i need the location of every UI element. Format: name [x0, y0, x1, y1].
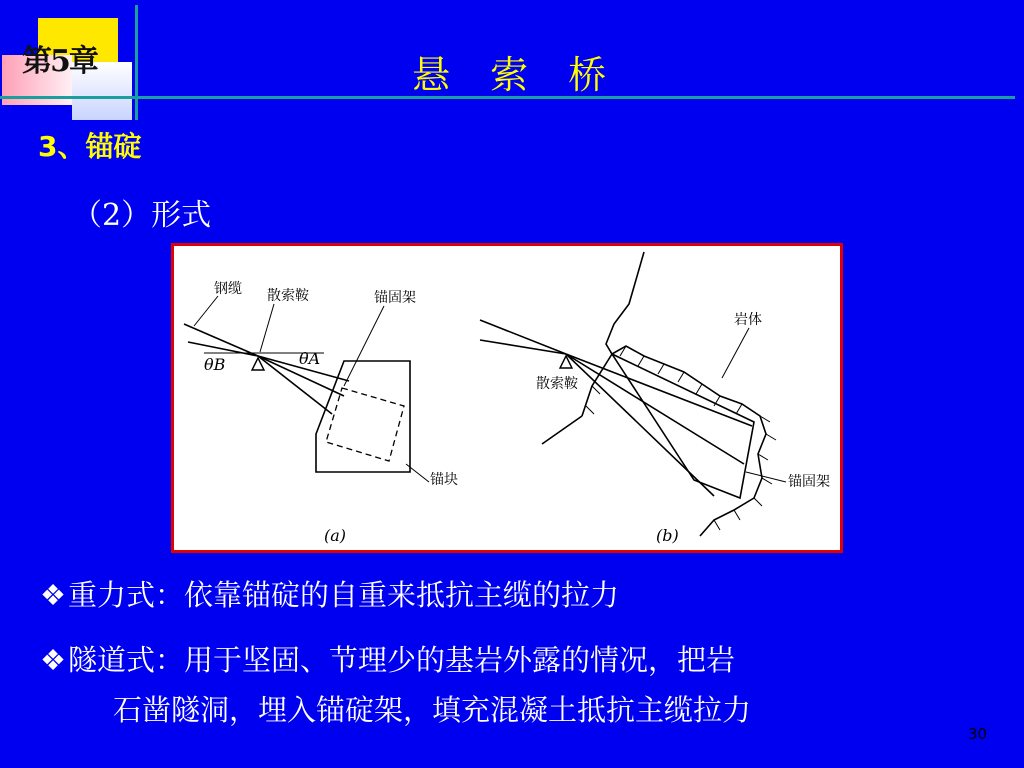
label-frame-b: 锚固架	[788, 474, 830, 490]
subsection-heading: （2）形式	[72, 198, 212, 233]
anchorage-diagram	[174, 246, 840, 550]
label-cable: 钢缆	[214, 281, 242, 297]
bullet-text: 隧道式：用于坚固、节理少的基岩外露的情况，把岩	[68, 643, 736, 677]
chapter-badge: 第5章	[22, 44, 97, 79]
caption-a: (a)	[324, 526, 347, 545]
anchorage-figure	[171, 243, 843, 553]
label-theta-b: θB	[204, 355, 226, 374]
bullet-text: 重力式：依靠锚碇的自重来抵抗主缆的拉力	[68, 578, 620, 612]
label-saddle-a: 散索鞍	[267, 288, 309, 304]
diamond-bullet-icon: ❖	[40, 643, 66, 677]
label-frame-a: 锚固架	[374, 290, 416, 306]
section-heading: 3、锚碇	[38, 130, 142, 163]
diamond-bullet-icon: ❖	[40, 578, 66, 612]
label-theta-a: θA	[299, 349, 321, 368]
slide-title: 悬 索 桥	[412, 53, 621, 97]
label-saddle-b: 散索鞍	[536, 376, 578, 392]
label-block: 锚块	[430, 472, 458, 488]
vertical-rule	[135, 5, 138, 120]
page-number: 30	[968, 725, 988, 743]
bullet-tunnel-continuation: 石凿隧洞，埋入锚碇架，填充混凝土抵抗主缆拉力	[113, 693, 752, 727]
label-rock: 岩体	[734, 312, 762, 328]
panel-a	[184, 296, 429, 482]
panel-b	[480, 252, 786, 536]
bullet-gravity-type	[40, 573, 619, 614]
caption-b: (b)	[656, 526, 679, 545]
bullet-tunnel-type	[40, 638, 735, 679]
